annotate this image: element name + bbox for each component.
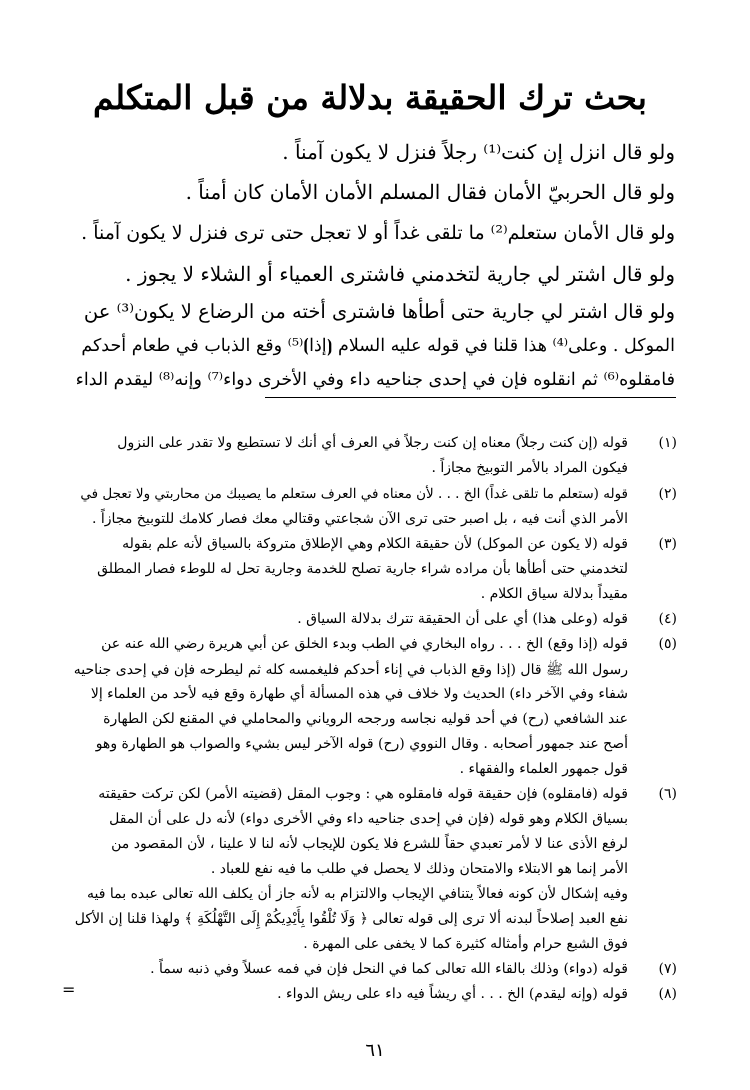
footnote-number: (٥) [658,636,677,652]
footnote-number: (٢) [658,486,677,502]
footnote-line: نفع العبد إصلاحاً لبدنه ألا ترى إلى قوله تعالى ﴿ وَلَا تُلْقُوا بِأَيْدِيكُمْ إِلَى التَّهْلُكَةِ ﴾ ولهذا قلنا إن الأكل [74,911,628,927]
footnote-number: (٤) [658,611,677,627]
body-line-1: ولو قال انزل إن كنت⁽¹⁾ رجلاً فنزل لا يكون آمناً . [282,140,675,164]
footnote-number: (٧) [658,961,677,977]
footnote-line: الأمر الذي أنت فيه ، بل اصبر حتى ترى الآن شجاعتي وقتالي معك فصار كلامك للتوبيخ مجازاً . [92,511,628,527]
footnote-line: قول جمهور العلماء والفقهاء . [459,761,628,777]
footnote-line: قوله (لا يكون عن الموكل) لأن حقيقة الكلام وهي الإطلاق متروكة بالسياق لأنه علم بقوله [122,536,628,552]
margin-mark: = [62,980,76,999]
footnote-line: عند الشافعي (رح) في أحد قوليه نجاسه ورجحه الروياني والمحاملي في المقنع لكن الطهارة [103,711,628,727]
footnote-line: قوله (فامقلوه) فإن حقيقة قوله فامقلوه هي : وجوب المقل (قضيته الأمر) لكن تركت حقيقته [98,786,628,802]
body-line-7: فامقلوه⁽⁶⁾ ثم انقلوه فإن في إحدى جناحيه داء وفي الأخرى دواء⁽⁷⁾ وإنه⁽⁸⁾ ليقدم الداء [75,370,675,390]
footnote-line: قوله (إن كنت رجلاً) معناه إن كنت رجلاً في العرف أي أنك لا تستطيع ولا تقدر على النزول [117,435,628,451]
body-line-2: ولو قال الحربيّ الأمان فقال المسلم الأمان الأمان كان أمناً . [185,180,675,204]
footnote-number: (٣) [658,536,677,552]
footnote-line: لتخدمني حتى أطأها بأن مراده شراء جارية تصلح للخدمة وجارية تحل له للوطء فصار المطلق [97,561,628,577]
footnote-line: قوله (وعلى هذا) أي على أن الحقيقة تترك بدلالة السياق . [297,611,628,627]
footnote-line: رسول الله ﷺ قال (إذا وقع الذباب في إناء أحدكم فليغمسه كله ثم ليطرحه فإن في إحدى جناحيه [73,662,628,678]
page-number: ٦١ [365,1040,385,1061]
footnote-number: (١) [658,435,677,451]
page-title: بحث ترك الحقيقة بدلالة من قبل المتكلم [93,78,647,117]
footnote-line: أصح عند جمهور أصحابه . وقال النووي (رح) قوله الآخر ليس بشيء والصواب هو الطهارة وهو [95,736,628,752]
body-line-6: الموكل . وعلى⁽⁴⁾ هذا قلنا في قوله عليه السلام ⦗إذا⦘⁽⁵⁾ وقع الذباب في طعام أحدكم [81,336,675,356]
footnote-line: قوله (وإنه ليقدم) الخ . . . أي ريشاً فيه داء على ريش الدواء . [277,986,628,1002]
footnote-line: قوله (ستعلم ما تلقى غداً) الخ . . . لأن معناه في العرف ستعلم ما يصيبك من محاربتي ولا تعجل في [80,486,628,502]
footnote-separator [265,397,676,398]
footnote-line: الأمر إنما هو الابتلاء والامتحان وذلك لا يحصل في طلب ما فيه نفع للعباد . [210,861,628,877]
footnote-number: (٦) [658,786,677,802]
footnote-line: وفيه إشكال لأن كونه فعالاً يتنافي الإيجاب والالتزام به لأنه جاز أن يكلف الله تعالى عبده بما فيه [86,886,628,902]
body-line-5: ولو قال اشتر لي جارية حتى أطأها فاشترى أخته من الرضاع لا يكون⁽³⁾ عن [83,300,675,323]
footnote-line: فوق الشبع حرام وأمثاله كثيرة كما لا يخفى على المهرة . [303,936,628,952]
body-line-3: ولو قال الأمان ستعلم⁽²⁾ ما تلقى غداً أو لا تعجل حتى ترى فنزل لا يكون آمناً . [81,222,675,244]
footnote-line: شفاء وفي الآخر داء) الحديث ولا خلاف في هذه المسألة أي طهارة وقع فيه لأحد من العلماء إلا [90,686,628,702]
footnote-line: لرفع الأذى عنا لا لأمر تعبدي حقاً للشرع فلا يكون للإيجاب لأنه لنا لا علينا ، لأن المقصود من [111,836,628,852]
footnote-line: فيكون المراد بالأمر التوبيخ مجازاً . [431,460,628,476]
footnote-line: مقيداً بدلالة سياق الكلام . [480,586,628,602]
body-line-4: ولو قال اشتر لي جارية لتخدمني فاشترى العمياء أو الشلاء لا يجوز . [125,262,675,286]
footnote-number: (٨) [658,986,677,1002]
footnote-line: بسياق الكلام وهو قوله (فإن في إحدى جناحيه داء وفي الأخرى دواء) لأنه دل على أن المقل [109,811,628,827]
footnote-line: قوله (دواء) وذلك بالقاء الله تعالى كما في النحل فإن في فمه عسلاً وفي ذنبه سماً . [150,961,628,977]
footnote-line: قوله (إذا وقع) الخ . . . رواه البخاري في الطب وبدء الخلق عن أبي هريرة رضي الله عنه عن [101,636,628,652]
